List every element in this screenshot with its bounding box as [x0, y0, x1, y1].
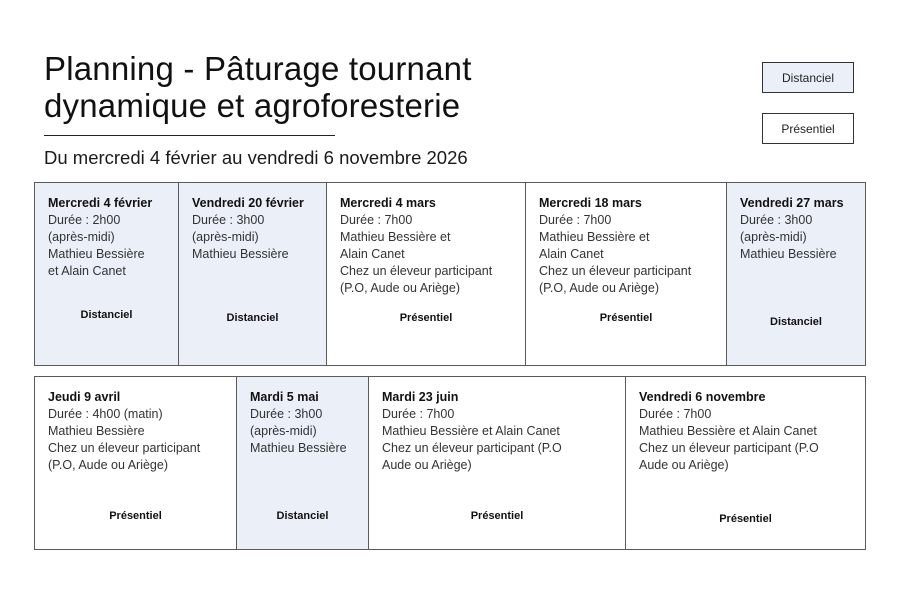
session-date: Vendredi 6 novembre	[639, 390, 766, 404]
session-mode: Distanciel	[226, 312, 279, 324]
schedule-row-2	[34, 376, 866, 550]
session-date: Mardi 5 mai	[250, 390, 319, 404]
session-detail: Durée : 7h00	[340, 213, 413, 227]
session-detail: Chez un éleveur participant	[340, 264, 493, 278]
session-detail: Aude ou Ariège)	[382, 458, 472, 472]
session-card	[327, 183, 526, 365]
session-detail: Chez un éleveur participant (P.O	[639, 441, 819, 455]
session-detail: Mathieu Bessière	[48, 247, 145, 261]
session-mode: Distanciel	[770, 316, 822, 328]
session-detail: (P.O, Aude ou Ariège)	[48, 458, 168, 472]
session-detail: Durée : 2h00	[48, 213, 121, 227]
session-detail: Chez un éleveur participant (P.O	[382, 441, 562, 455]
legend-distanciel: Distanciel	[762, 62, 854, 93]
session-card	[626, 377, 865, 549]
session-card	[369, 377, 626, 549]
session-mode: Distanciel	[80, 309, 133, 321]
session-mode: Présentiel	[470, 510, 524, 522]
session-detail: (P.O, Aude ou Ariège)	[539, 281, 659, 295]
session-detail: Aude ou Ariège)	[639, 458, 729, 472]
session-detail: Mathieu Bessière	[48, 424, 145, 438]
session-detail: Mathieu Bessière	[740, 247, 837, 261]
session-date: Mardi 23 juin	[382, 390, 459, 404]
session-date: Vendredi 20 février	[192, 196, 304, 210]
session-detail: Durée : 4h00 (matin)	[48, 407, 163, 421]
session-detail: Durée : 7h00	[639, 407, 712, 421]
session-detail: Mathieu Bessière et	[340, 230, 451, 244]
session-detail: Mathieu Bessière et Alain Canet	[382, 424, 560, 438]
session-mode: Présentiel	[399, 312, 453, 324]
legend-presentiel: Présentiel	[762, 113, 854, 144]
session-mode: Présentiel	[109, 510, 162, 522]
session-detail: Durée : 3h00	[192, 213, 265, 227]
date-range-subtitle: Du mercredi 4 février au vendredi 6 novembre 2026	[44, 147, 468, 168]
session-detail: Mathieu Bessière	[192, 247, 289, 261]
session-detail: et Alain Canet	[48, 264, 126, 278]
session-card	[35, 183, 179, 365]
session-detail: Durée : 3h00	[250, 407, 323, 421]
session-detail: (après-midi)	[48, 230, 115, 244]
session-detail: Durée : 7h00	[382, 407, 455, 421]
session-card	[237, 377, 369, 549]
session-detail: (après-midi)	[250, 424, 317, 438]
session-detail: Alain Canet	[539, 247, 604, 261]
session-card	[727, 183, 865, 365]
session-detail: (P.O, Aude ou Ariège)	[340, 281, 460, 295]
session-detail: Chez un éleveur participant	[539, 264, 692, 278]
session-detail: Mathieu Bessière et Alain Canet	[639, 424, 817, 438]
session-detail: (après-midi)	[740, 230, 807, 244]
session-date: Mercredi 18 mars	[539, 196, 642, 210]
session-mode: Distanciel	[276, 510, 329, 522]
session-card	[179, 183, 327, 365]
session-detail: Mathieu Bessière	[250, 441, 347, 455]
session-detail: Durée : 3h00	[740, 213, 813, 227]
title-divider	[44, 135, 335, 136]
session-date: Jeudi 9 avril	[48, 390, 121, 404]
session-detail: Durée : 7h00	[539, 213, 612, 227]
session-mode: Présentiel	[719, 513, 772, 525]
session-date: Vendredi 27 mars	[740, 196, 844, 210]
session-card	[526, 183, 727, 365]
session-detail: Chez un éleveur participant	[48, 441, 201, 455]
session-detail: Mathieu Bessière et	[539, 230, 650, 244]
session-date: Mercredi 4 mars	[340, 196, 436, 210]
session-detail: (après-midi)	[192, 230, 259, 244]
schedule-row-1	[34, 182, 866, 366]
session-card	[35, 377, 237, 549]
session-mode: Présentiel	[599, 312, 653, 324]
page-title: Planning - Pâturage tournant dynamique et agroforesterie	[44, 50, 472, 124]
session-date: Mercredi 4 février	[48, 196, 153, 210]
session-detail: Alain Canet	[340, 247, 405, 261]
